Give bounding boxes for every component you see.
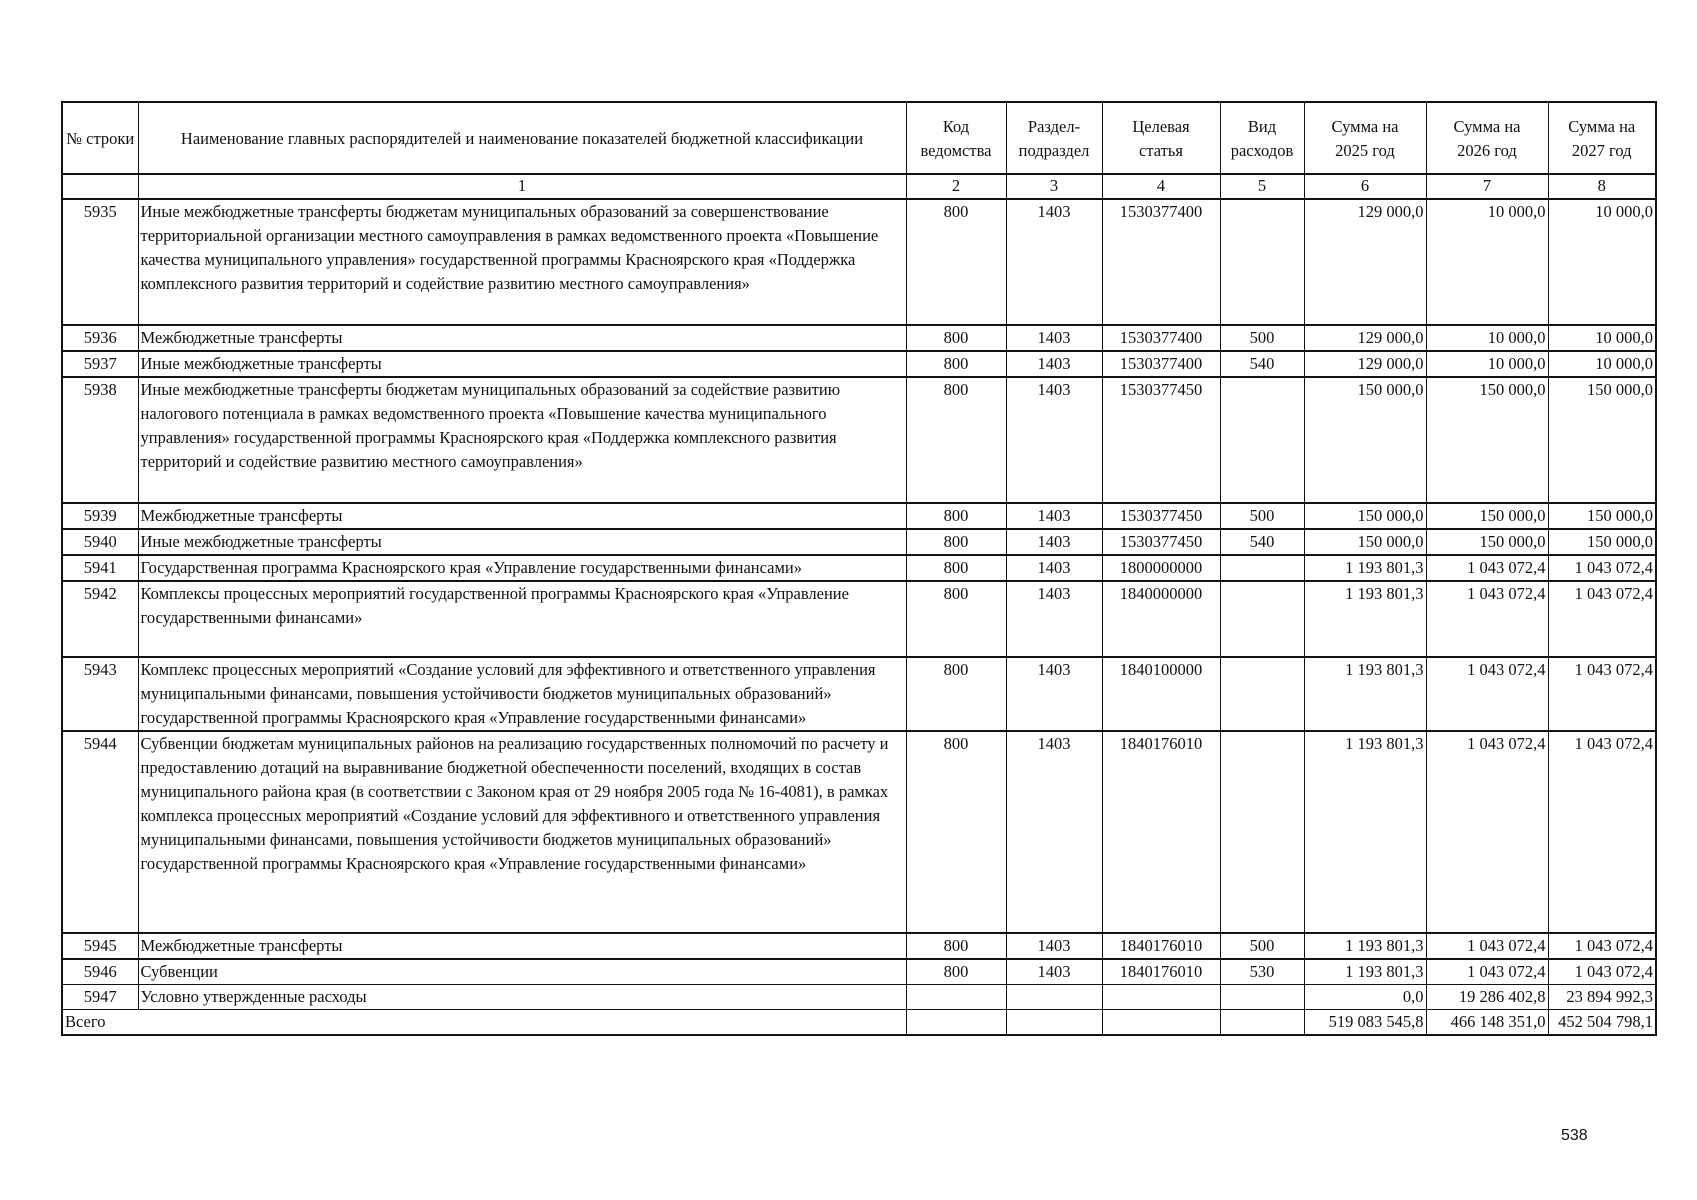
- row-kind: [1220, 657, 1304, 731]
- row-target: 1530377400: [1102, 351, 1220, 377]
- row-sum-2027: 1 043 072,4: [1548, 959, 1656, 985]
- row-target: 1530377400: [1102, 325, 1220, 351]
- row-kind: [1220, 581, 1304, 657]
- row-section: 1403: [1006, 581, 1102, 657]
- row-sum-2027: 1 043 072,4: [1548, 731, 1656, 933]
- row-sum-2025: 1 193 801,3: [1304, 731, 1426, 933]
- table-row: [62, 555, 1656, 581]
- budget-sheet: [61, 101, 1655, 1036]
- row-sum-2025: 129 000,0: [1304, 351, 1426, 377]
- row-sum-2026: 10 000,0: [1426, 199, 1548, 325]
- row-number: 5935: [62, 199, 138, 325]
- total-empty-kind: [1220, 1010, 1304, 1036]
- row-sum-2026: 1 043 072,4: [1426, 933, 1548, 959]
- row-sum-2027: 150 000,0: [1548, 529, 1656, 555]
- row-number: 5941: [62, 555, 138, 581]
- row-kind: [1220, 555, 1304, 581]
- row-sum-2027: 150 000,0: [1548, 503, 1656, 529]
- row-sum-2027: 10 000,0: [1548, 199, 1656, 325]
- row-sum-2027: 1 043 072,4: [1548, 657, 1656, 731]
- row-sum-2027: 1 043 072,4: [1548, 555, 1656, 581]
- row-sum-2026: 10 000,0: [1426, 351, 1548, 377]
- row-sum-2025: 150 000,0: [1304, 529, 1426, 555]
- row-kind: [1220, 731, 1304, 933]
- colnum: 1: [138, 174, 906, 199]
- row-name: Государственная программа Красноярского края «Управление государственными финансами»: [138, 555, 906, 581]
- header-code: Код ведомства: [906, 102, 1006, 174]
- row-section: 1403: [1006, 959, 1102, 985]
- budget-table: [61, 101, 1657, 1036]
- total-empty-code: [906, 1010, 1006, 1036]
- row-kind: [1220, 985, 1304, 1010]
- row-sum-2026: 1 043 072,4: [1426, 581, 1548, 657]
- row-code: 800: [906, 199, 1006, 325]
- row-section: 1403: [1006, 555, 1102, 581]
- column-number-row: [62, 174, 1656, 199]
- table-row: [62, 985, 1656, 1010]
- row-number: 5936: [62, 325, 138, 351]
- total-row: [62, 1010, 1656, 1036]
- header-name: Наименование главных распорядителей и наименование показателей бюджетной классификации: [138, 102, 906, 174]
- row-sum-2025: 129 000,0: [1304, 199, 1426, 325]
- row-sum-2025: 1 193 801,3: [1304, 555, 1426, 581]
- row-kind: 500: [1220, 325, 1304, 351]
- table-row: [62, 731, 1656, 933]
- row-number: 5944: [62, 731, 138, 933]
- row-name: Иные межбюджетные трансферты бюджетам муниципальных образований за содействие развитию налогового потенциала в рамках ведомственного проекта «Повышение качества муниципального управления» государственной программы Красноярского края «Поддержка комплексного развития территорий и содействие развитию местного самоуправления»: [138, 377, 906, 503]
- row-name: Межбюджетные трансферты: [138, 325, 906, 351]
- row-section: 1403: [1006, 503, 1102, 529]
- row-sum-2027: 1 043 072,4: [1548, 581, 1656, 657]
- row-sum-2026: 150 000,0: [1426, 377, 1548, 503]
- row-code: 800: [906, 959, 1006, 985]
- row-kind: 540: [1220, 351, 1304, 377]
- total-label: Всего: [62, 1010, 906, 1036]
- header-target: Целевая статья: [1102, 102, 1220, 174]
- row-sum-2026: 1 043 072,4: [1426, 731, 1548, 933]
- row-kind: 540: [1220, 529, 1304, 555]
- row-sum-2025: 1 193 801,3: [1304, 959, 1426, 985]
- header-row: [62, 102, 1656, 174]
- row-section: 1403: [1006, 657, 1102, 731]
- table-row: [62, 503, 1656, 529]
- row-code: 800: [906, 555, 1006, 581]
- row-sum-2027: 23 894 992,3: [1548, 985, 1656, 1010]
- row-section: 1403: [1006, 199, 1102, 325]
- row-kind: 500: [1220, 503, 1304, 529]
- row-number: 5942: [62, 581, 138, 657]
- table-row: [62, 581, 1656, 657]
- row-sum-2025: 150 000,0: [1304, 503, 1426, 529]
- row-code: 800: [906, 377, 1006, 503]
- row-number: 5945: [62, 933, 138, 959]
- header-sum-2026: Сумма на 2026 год: [1426, 102, 1548, 174]
- colnum: 5: [1220, 174, 1304, 199]
- table-row: [62, 351, 1656, 377]
- row-target: [1102, 985, 1220, 1010]
- row-code: [906, 985, 1006, 1010]
- total-empty-section: [1006, 1010, 1102, 1036]
- table-row: [62, 529, 1656, 555]
- row-name: Межбюджетные трансферты: [138, 933, 906, 959]
- row-number: 5947: [62, 985, 138, 1010]
- colnum: 6: [1304, 174, 1426, 199]
- total-empty-target: [1102, 1010, 1220, 1036]
- row-code: 800: [906, 503, 1006, 529]
- row-name: Иные межбюджетные трансферты бюджетам муниципальных образований за совершенствование территориальной организации местного самоуправления в рамках ведомственного проекта «Повышение качества муниципального управления» государственной программы Красноярского края «Поддержка комплексного развития территорий и содействие развитию местного самоуправления»: [138, 199, 906, 325]
- row-name: Межбюджетные трансферты: [138, 503, 906, 529]
- page-number: 538: [1561, 1127, 1588, 1144]
- row-number: 5940: [62, 529, 138, 555]
- row-target: 1840176010: [1102, 933, 1220, 959]
- row-sum-2026: 19 286 402,8: [1426, 985, 1548, 1010]
- row-kind: [1220, 199, 1304, 325]
- row-name: Комплексы процессных мероприятий государственной программы Красноярского края «Управление государственными финансами»: [138, 581, 906, 657]
- header-sum-2027: Сумма на 2027 год: [1548, 102, 1656, 174]
- row-sum-2027: 150 000,0: [1548, 377, 1656, 503]
- row-code: 800: [906, 581, 1006, 657]
- row-section: 1403: [1006, 731, 1102, 933]
- row-name: Субвенции бюджетам муниципальных районов на реализацию государственных полномочий по расчету и предоставлению дотаций на выравнивание бюджетной обеспеченности поселений, входящих в состав муниципального района края (в соответствии с Законом края от 29 ноября 2005 года № 16-4081), в рамках комплекса процессных мероприятий «Создание условий для эффективного и ответственного управления муниципальными финансами, повышения устойчивости бюджетов муниципальных образований» государственной программы Красноярского края «Управление государственными финансами»: [138, 731, 906, 933]
- header-sum-2025: Сумма на 2025 год: [1304, 102, 1426, 174]
- row-target: 1840000000: [1102, 581, 1220, 657]
- colnum: 7: [1426, 174, 1548, 199]
- row-target: 1840100000: [1102, 657, 1220, 731]
- row-name: Комплекс процессных мероприятий «Создание условий для эффективного и ответственного управления муниципальными финансами, повышения устойчивости бюджетов муниципальных образований» государственной программы Красноярского края «Управление государственными финансами»: [138, 657, 906, 731]
- row-sum-2025: 150 000,0: [1304, 377, 1426, 503]
- row-code: 800: [906, 657, 1006, 731]
- table-row: [62, 959, 1656, 985]
- total-sum-2026: 466 148 351,0: [1426, 1010, 1548, 1036]
- row-target: 1840176010: [1102, 731, 1220, 933]
- row-sum-2026: 1 043 072,4: [1426, 657, 1548, 731]
- row-kind: 500: [1220, 933, 1304, 959]
- total-sum-2025: 519 083 545,8: [1304, 1010, 1426, 1036]
- row-target: 1840176010: [1102, 959, 1220, 985]
- total-sum-2027: 452 504 798,1: [1548, 1010, 1656, 1036]
- row-code: 800: [906, 325, 1006, 351]
- row-sum-2027: 10 000,0: [1548, 325, 1656, 351]
- row-sum-2025: 1 193 801,3: [1304, 581, 1426, 657]
- row-name: Иные межбюджетные трансферты: [138, 351, 906, 377]
- row-kind: 530: [1220, 959, 1304, 985]
- row-target: 1530377450: [1102, 503, 1220, 529]
- row-number: 5939: [62, 503, 138, 529]
- row-code: 800: [906, 529, 1006, 555]
- row-number: 5938: [62, 377, 138, 503]
- colnum: 8: [1548, 174, 1656, 199]
- row-sum-2026: 1 043 072,4: [1426, 959, 1548, 985]
- row-number: 5937: [62, 351, 138, 377]
- header-no: № строки: [62, 102, 138, 174]
- row-section: 1403: [1006, 351, 1102, 377]
- row-number: 5946: [62, 959, 138, 985]
- row-section: 1403: [1006, 933, 1102, 959]
- table-row: [62, 325, 1656, 351]
- row-name: Субвенции: [138, 959, 906, 985]
- table-row: [62, 933, 1656, 959]
- row-section: 1403: [1006, 325, 1102, 351]
- colnum: 2: [906, 174, 1006, 199]
- row-code: 800: [906, 731, 1006, 933]
- row-sum-2026: 1 043 072,4: [1426, 555, 1548, 581]
- row-sum-2025: 1 193 801,3: [1304, 933, 1426, 959]
- row-section: 1403: [1006, 529, 1102, 555]
- header-section: Раздел-подраздел: [1006, 102, 1102, 174]
- table-row: [62, 377, 1656, 503]
- row-sum-2025: 1 193 801,3: [1304, 657, 1426, 731]
- row-target: 1530377450: [1102, 529, 1220, 555]
- row-kind: [1220, 377, 1304, 503]
- colnum: 4: [1102, 174, 1220, 199]
- row-target: 1530377450: [1102, 377, 1220, 503]
- table-row: [62, 657, 1656, 731]
- colnum-blank: [62, 174, 138, 199]
- row-code: 800: [906, 351, 1006, 377]
- row-sum-2026: 10 000,0: [1426, 325, 1548, 351]
- row-code: 800: [906, 933, 1006, 959]
- row-section: 1403: [1006, 377, 1102, 503]
- row-sum-2027: 1 043 072,4: [1548, 933, 1656, 959]
- row-name: Условно утвержденные расходы: [138, 985, 906, 1010]
- table-row: [62, 199, 1656, 325]
- row-sum-2025: 129 000,0: [1304, 325, 1426, 351]
- row-sum-2027: 10 000,0: [1548, 351, 1656, 377]
- row-section: [1006, 985, 1102, 1010]
- row-sum-2026: 150 000,0: [1426, 503, 1548, 529]
- row-sum-2025: 0,0: [1304, 985, 1426, 1010]
- row-name: Иные межбюджетные трансферты: [138, 529, 906, 555]
- colnum: 3: [1006, 174, 1102, 199]
- header-kind: Вид расходов: [1220, 102, 1304, 174]
- row-target: 1800000000: [1102, 555, 1220, 581]
- row-target: 1530377400: [1102, 199, 1220, 325]
- row-sum-2026: 150 000,0: [1426, 529, 1548, 555]
- row-number: 5943: [62, 657, 138, 731]
